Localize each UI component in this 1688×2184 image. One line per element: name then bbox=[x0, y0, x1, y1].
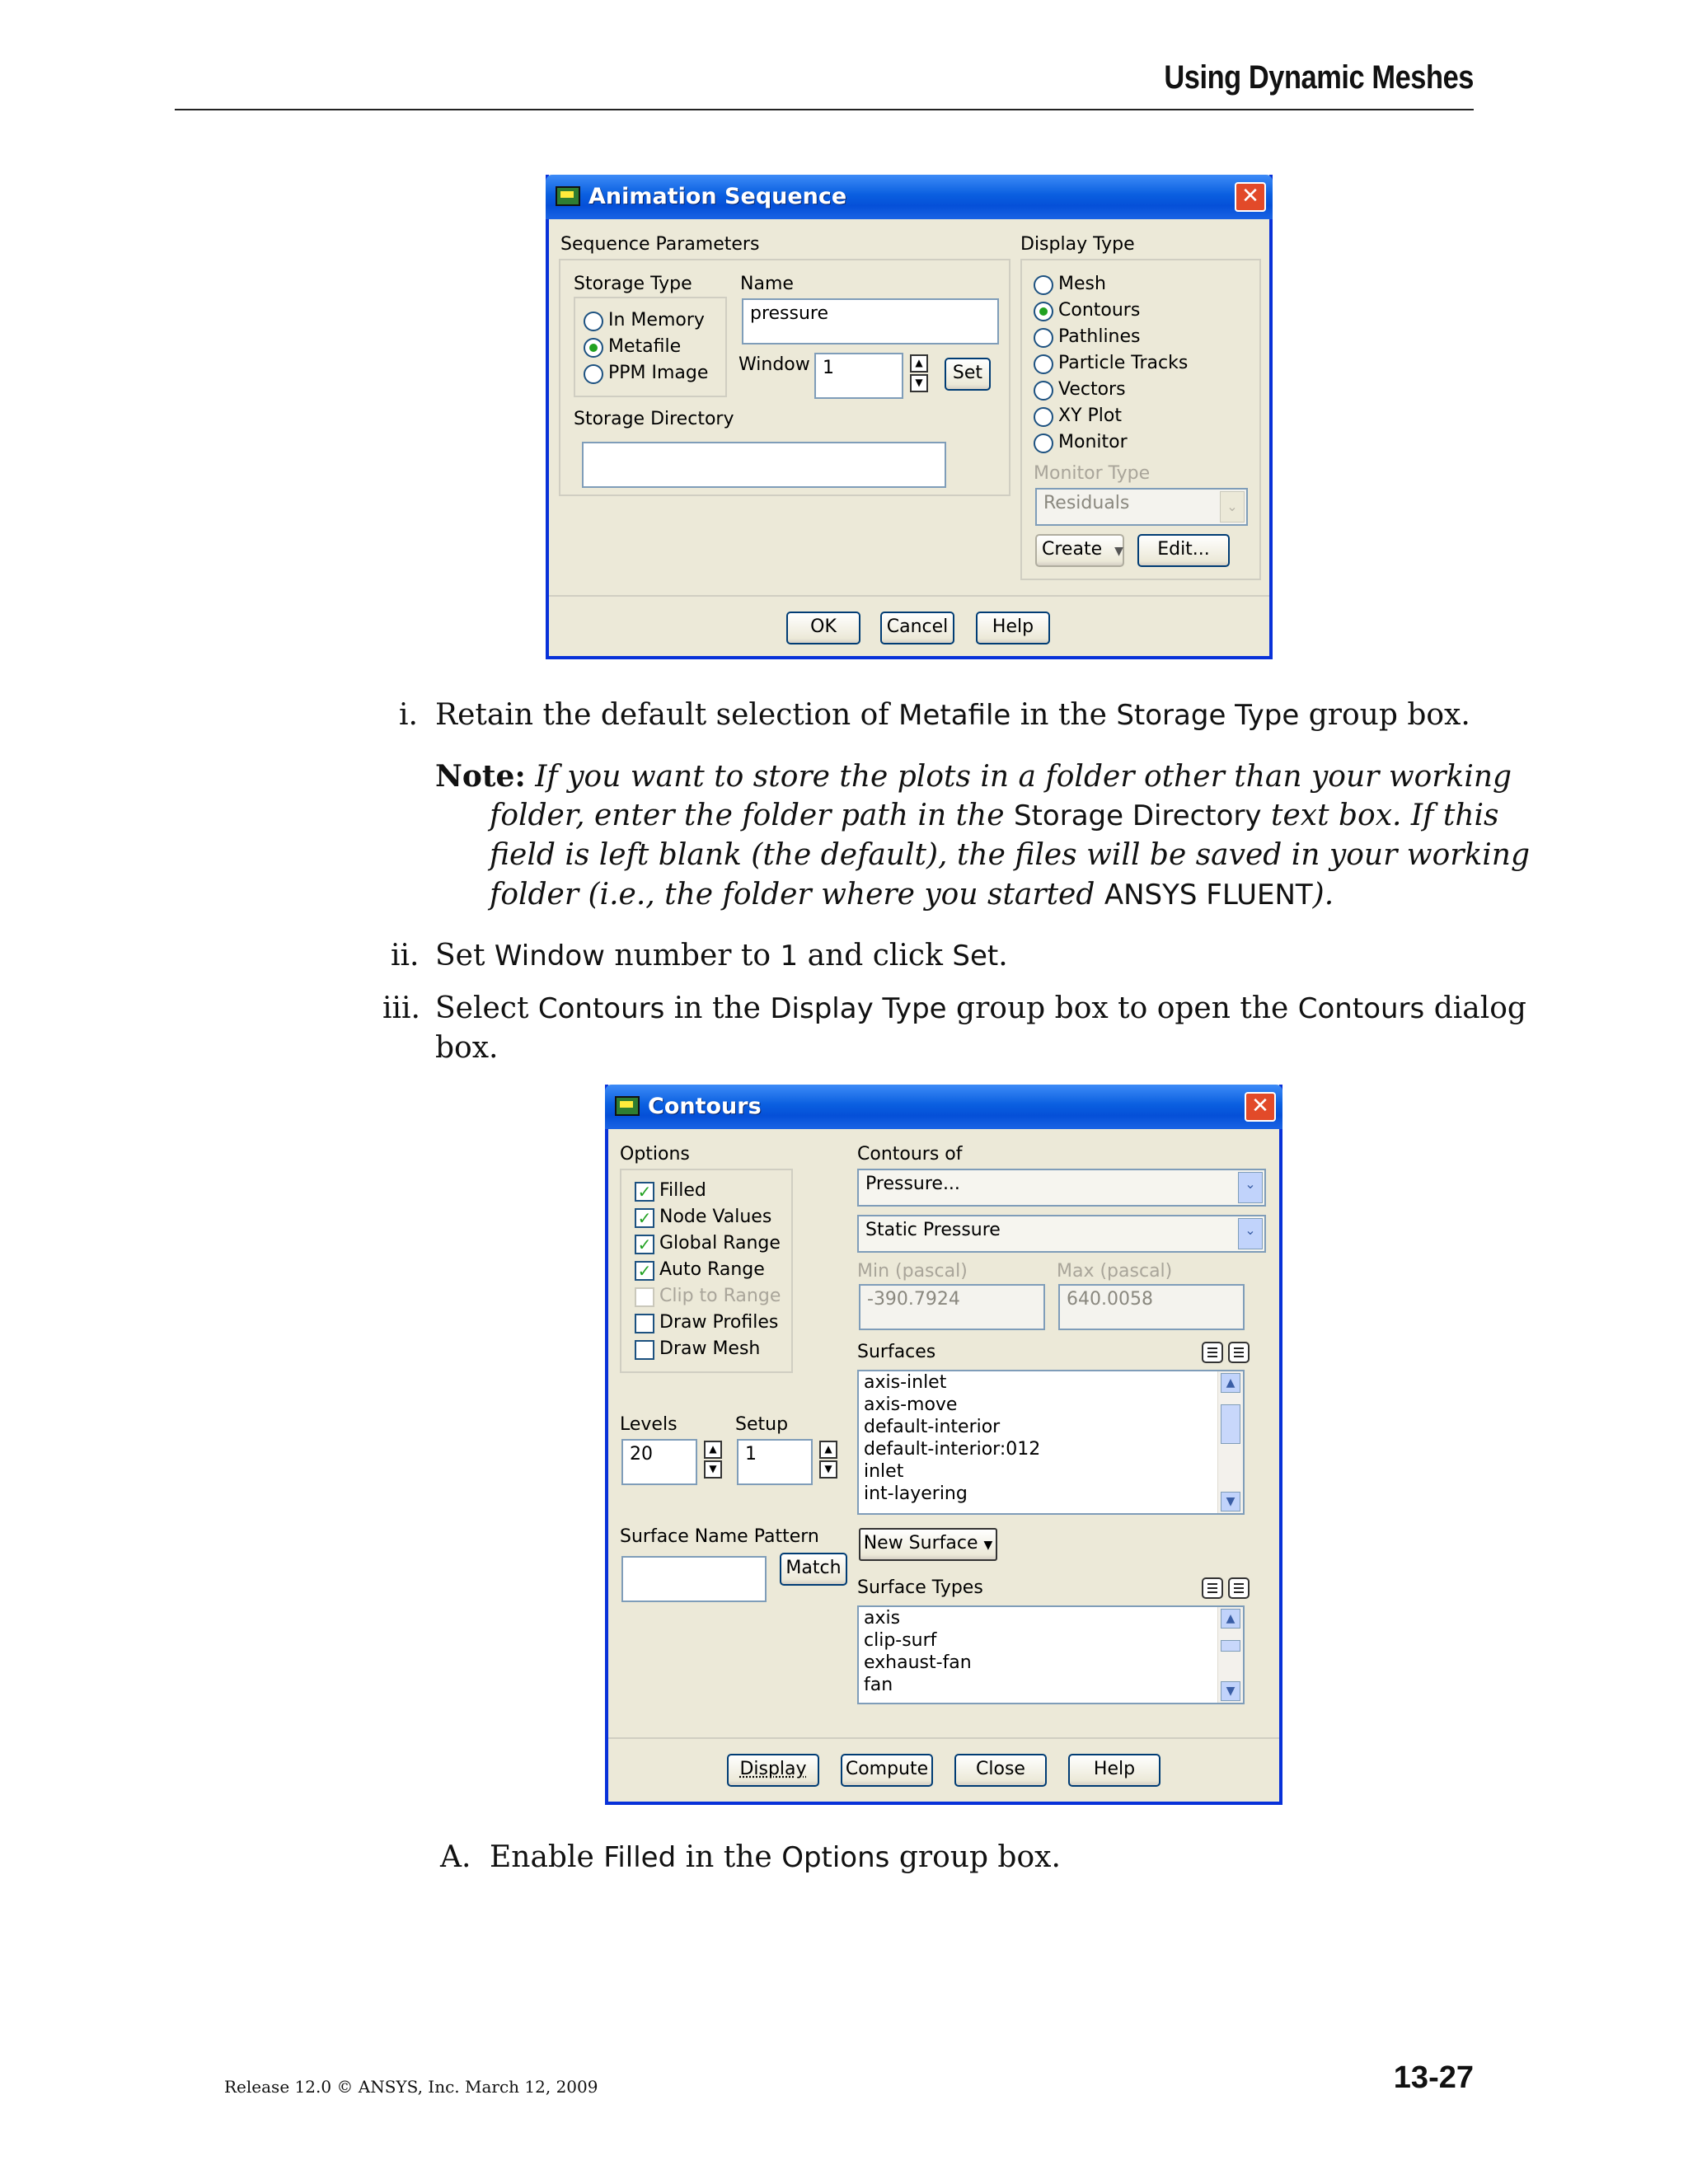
dropdown-arrow-icon: ▼ bbox=[1114, 545, 1123, 558]
step-i-marker: i. bbox=[399, 698, 418, 732]
contours-of-value: Pressure... bbox=[865, 1174, 960, 1194]
create-button[interactable] bbox=[1035, 534, 1124, 567]
step-iii-contours: Contours bbox=[537, 992, 665, 1025]
footer-release: Release 12.0 © ANSYS, Inc. March 12, 2009 bbox=[224, 2077, 598, 2097]
animation-sequence-dialog bbox=[546, 175, 1273, 659]
monitor-type-label: Monitor Type bbox=[1034, 463, 1151, 484]
setup-stepper[interactable] bbox=[819, 1441, 837, 1480]
cancel-button[interactable]: Cancel bbox=[880, 612, 954, 644]
surfaces-scrollbar[interactable] bbox=[1217, 1371, 1243, 1513]
step-a-filled: Filled bbox=[603, 1841, 677, 1874]
step-ii-text bbox=[435, 936, 1008, 976]
checkbox-auto-range[interactable]: ✓ bbox=[635, 1261, 654, 1281]
match-button[interactable]: Match bbox=[780, 1553, 847, 1586]
note-part: folder, enter the folder path in the bbox=[490, 799, 1005, 832]
list-item[interactable]: int-layering bbox=[864, 1483, 968, 1504]
new-surface-button[interactable] bbox=[859, 1528, 997, 1561]
step-ii-part: and click bbox=[807, 939, 943, 972]
button-row-separator bbox=[549, 595, 1269, 597]
radio-pathlines-label: Pathlines bbox=[1058, 326, 1141, 347]
setup-input[interactable]: 1 bbox=[737, 1439, 813, 1485]
scroll-thumb[interactable] bbox=[1221, 1404, 1240, 1444]
radio-vectors[interactable] bbox=[1034, 381, 1053, 401]
display-type-group bbox=[1020, 259, 1261, 580]
spin-up-icon[interactable]: ▲ bbox=[704, 1441, 722, 1459]
help-button[interactable]: Help bbox=[1068, 1754, 1160, 1787]
dialog-title: Contours bbox=[648, 1094, 762, 1119]
note-line-3: field is left blank (the default), the files will be saved in your working bbox=[490, 838, 1531, 872]
radio-mesh[interactable] bbox=[1034, 275, 1053, 295]
surface-types-scrollbar[interactable] bbox=[1217, 1607, 1243, 1703]
checkbox-filled-label: Filled bbox=[659, 1180, 706, 1201]
setup-label: Setup bbox=[735, 1414, 789, 1435]
create-button-label: Create bbox=[1042, 539, 1103, 560]
radio-vectors-label: Vectors bbox=[1058, 379, 1126, 400]
checkbox-node-values[interactable]: ✓ bbox=[635, 1208, 654, 1228]
step-iii-part: Select bbox=[435, 991, 529, 1025]
surface-name-pattern-input[interactable] bbox=[621, 1556, 767, 1602]
checkbox-clip-to-range bbox=[635, 1287, 654, 1307]
list-item[interactable]: default-interior:012 bbox=[864, 1439, 1041, 1460]
radio-pathlines[interactable] bbox=[1034, 328, 1053, 348]
scroll-down-icon[interactable]: ▼ bbox=[1221, 1681, 1240, 1701]
step-ii-window: Window bbox=[494, 940, 605, 972]
note-label: Note: bbox=[435, 759, 526, 794]
ok-button[interactable]: OK bbox=[786, 612, 860, 644]
window-stepper[interactable] bbox=[910, 354, 928, 394]
radio-particle-tracks[interactable] bbox=[1034, 354, 1053, 374]
deselect-all-icon[interactable] bbox=[1228, 1342, 1250, 1363]
radio-metafile[interactable] bbox=[584, 338, 603, 358]
window-label: Window bbox=[738, 354, 810, 375]
name-label: Name bbox=[740, 274, 794, 294]
spin-up-icon[interactable]: ▲ bbox=[819, 1441, 837, 1459]
step-ii-part: . bbox=[998, 939, 1008, 972]
radio-in-memory-label: In Memory bbox=[608, 310, 705, 330]
radio-monitor[interactable] bbox=[1034, 434, 1053, 453]
deselect-all-icon[interactable] bbox=[1228, 1577, 1250, 1599]
radio-xy-plot[interactable] bbox=[1034, 407, 1053, 427]
contours-of-select[interactable] bbox=[857, 1169, 1266, 1207]
new-surface-button-label: New Surface bbox=[863, 1533, 978, 1554]
display-type-label: Display Type bbox=[1020, 234, 1135, 255]
surfaces-label: Surfaces bbox=[857, 1342, 936, 1362]
step-ii-part: number to bbox=[614, 939, 771, 972]
step-a-text bbox=[490, 1838, 1061, 1877]
checkbox-filled[interactable]: ✓ bbox=[635, 1182, 654, 1202]
storage-directory-input[interactable] bbox=[582, 442, 946, 488]
chevron-down-icon[interactable]: ⌄ bbox=[1238, 1172, 1263, 1203]
radio-ppm-image[interactable] bbox=[584, 364, 603, 384]
step-i-text bbox=[435, 696, 1470, 735]
step-a-part: in the bbox=[685, 1840, 772, 1874]
radio-monitor-label: Monitor bbox=[1058, 432, 1128, 452]
radio-particle-tracks-label: Particle Tracks bbox=[1058, 353, 1189, 373]
step-i-storage-type: Storage Type bbox=[1116, 699, 1300, 732]
checkbox-auto-range-label: Auto Range bbox=[659, 1259, 765, 1280]
page-number: 13-27 bbox=[1393, 2060, 1474, 2095]
contours-sub-select[interactable] bbox=[857, 1215, 1266, 1253]
radio-contours-label: Contours bbox=[1058, 300, 1141, 321]
levels-input[interactable]: 20 bbox=[621, 1439, 697, 1485]
note-part: text box. If this bbox=[1271, 799, 1499, 832]
dialog-title: Animation Sequence bbox=[588, 184, 847, 209]
list-item[interactable]: clip-surf bbox=[864, 1630, 937, 1651]
set-button[interactable]: Set bbox=[945, 358, 991, 391]
min-label: Min (pascal) bbox=[857, 1261, 968, 1282]
surfaces-list[interactable] bbox=[857, 1370, 1245, 1515]
close-icon[interactable]: ✕ bbox=[1235, 182, 1266, 212]
step-ii-value: 1 bbox=[780, 940, 799, 972]
chevron-down-icon[interactable]: ⌄ bbox=[1238, 1218, 1263, 1249]
list-item[interactable]: fan bbox=[864, 1675, 893, 1695]
min-value-field: -390.7924 bbox=[859, 1284, 1045, 1330]
max-value-field: 640.0058 bbox=[1058, 1284, 1245, 1330]
step-a-marker: A. bbox=[440, 1840, 471, 1874]
note-part: folder (i.e., the folder where you started bbox=[490, 878, 1095, 912]
note-line-4 bbox=[490, 875, 1334, 915]
step-i-metafile: Metafile bbox=[898, 699, 1011, 732]
step-i-part: in the bbox=[1020, 698, 1107, 732]
note-ansys-fluent: ANSYS FLUENT bbox=[1104, 879, 1313, 912]
checkbox-draw-profiles[interactable] bbox=[635, 1314, 654, 1333]
scroll-up-icon[interactable]: ▲ bbox=[1221, 1609, 1240, 1629]
step-a-part: Enable bbox=[490, 1840, 594, 1874]
spin-down-icon[interactable]: ▼ bbox=[910, 374, 928, 392]
radio-xy-plot-label: XY Plot bbox=[1058, 405, 1122, 426]
select-all-icon[interactable] bbox=[1202, 1577, 1223, 1599]
spin-down-icon[interactable]: ▼ bbox=[704, 1460, 722, 1479]
step-iii-marker: iii. bbox=[382, 991, 420, 1025]
checkbox-draw-mesh[interactable] bbox=[635, 1340, 654, 1360]
checkbox-node-values-label: Node Values bbox=[659, 1207, 772, 1227]
name-input[interactable]: pressure bbox=[742, 298, 999, 344]
close-button[interactable]: Close bbox=[954, 1754, 1047, 1787]
chevron-down-icon: ⌄ bbox=[1220, 491, 1245, 523]
options-label: Options bbox=[620, 1144, 690, 1165]
button-row-separator bbox=[608, 1737, 1279, 1739]
radio-ppm-image-label: PPM Image bbox=[608, 363, 709, 383]
contours-dialog bbox=[605, 1085, 1282, 1805]
list-item[interactable]: axis-inlet bbox=[864, 1372, 947, 1393]
checkbox-global-range[interactable]: ✓ bbox=[635, 1235, 654, 1254]
running-header: Using Dynamic Meshes bbox=[1164, 59, 1474, 96]
checkbox-global-range-label: Global Range bbox=[659, 1233, 781, 1254]
contours-of-label: Contours of bbox=[857, 1144, 963, 1165]
levels-label: Levels bbox=[620, 1414, 678, 1435]
list-item[interactable]: axis-move bbox=[864, 1394, 958, 1415]
help-button[interactable]: Help bbox=[976, 612, 1050, 644]
step-iii-text bbox=[435, 989, 1526, 1029]
list-item[interactable]: inlet bbox=[864, 1461, 904, 1482]
step-iii-display-type: Display Type bbox=[770, 992, 947, 1025]
edit-button[interactable]: Edit... bbox=[1137, 534, 1230, 567]
dropdown-arrow-icon: ▼ bbox=[983, 1539, 993, 1552]
title-bar[interactable] bbox=[546, 175, 1273, 219]
window-input[interactable]: 1 bbox=[814, 353, 903, 399]
note-part: ). bbox=[1312, 878, 1334, 912]
checkbox-draw-mesh-label: Draw Mesh bbox=[659, 1338, 761, 1359]
app-icon bbox=[615, 1096, 640, 1116]
list-item[interactable]: default-interior bbox=[864, 1417, 1001, 1437]
step-iii-part: dialog bbox=[1433, 991, 1526, 1025]
step-a-part: group box. bbox=[898, 1840, 1061, 1874]
levels-stepper[interactable] bbox=[704, 1441, 722, 1480]
note-line-2 bbox=[490, 796, 1499, 836]
max-label: Max (pascal) bbox=[1057, 1261, 1173, 1282]
step-ii-marker: ii. bbox=[391, 939, 420, 972]
monitor-type-value: Residuals bbox=[1043, 493, 1130, 513]
select-all-icon[interactable] bbox=[1202, 1342, 1223, 1363]
header-rule bbox=[175, 109, 1474, 110]
step-a-options: Options bbox=[781, 1841, 890, 1874]
contours-sub-value: Static Pressure bbox=[865, 1220, 1001, 1240]
step-iii-contours-dialog: Contours bbox=[1297, 992, 1425, 1025]
step-ii-set: Set bbox=[952, 940, 999, 972]
surface-name-pattern-label: Surface Name Pattern bbox=[620, 1526, 819, 1547]
radio-mesh-label: Mesh bbox=[1058, 274, 1106, 294]
step-iii-part: group box to open the bbox=[956, 991, 1289, 1025]
display-button[interactable]: Display bbox=[727, 1754, 819, 1787]
list-item[interactable]: axis bbox=[864, 1608, 901, 1629]
scroll-down-icon[interactable]: ▼ bbox=[1221, 1492, 1240, 1511]
step-iii-text-line2: box. bbox=[435, 1031, 499, 1065]
note-storage-directory: Storage Directory bbox=[1014, 799, 1262, 832]
sequence-parameters-label: Sequence Parameters bbox=[560, 234, 760, 255]
surface-types-label: Surface Types bbox=[857, 1577, 983, 1598]
radio-contours[interactable] bbox=[1034, 302, 1053, 321]
list-item[interactable]: exhaust-fan bbox=[864, 1652, 972, 1673]
close-icon[interactable]: ✕ bbox=[1245, 1092, 1276, 1122]
spin-down-icon[interactable]: ▼ bbox=[819, 1460, 837, 1479]
step-iii-part: in the bbox=[673, 991, 761, 1025]
step-ii-part: Set bbox=[435, 939, 485, 972]
scroll-thumb[interactable] bbox=[1221, 1640, 1240, 1652]
radio-in-memory[interactable] bbox=[584, 312, 603, 331]
spin-up-icon[interactable]: ▲ bbox=[910, 354, 928, 373]
storage-directory-label: Storage Directory bbox=[574, 409, 734, 429]
radio-metafile-label: Metafile bbox=[608, 336, 682, 357]
compute-button[interactable]: Compute bbox=[841, 1754, 933, 1787]
app-icon bbox=[556, 186, 580, 206]
step-i-part: Retain the default selection of bbox=[435, 698, 889, 732]
storage-type-label: Storage Type bbox=[574, 274, 692, 294]
step-i-part: group box. bbox=[1308, 698, 1470, 732]
surface-types-list[interactable] bbox=[857, 1605, 1245, 1704]
note-line-1 bbox=[435, 757, 1512, 797]
checkbox-draw-profiles-label: Draw Profiles bbox=[659, 1312, 779, 1333]
title-bar[interactable] bbox=[605, 1085, 1282, 1129]
scroll-up-icon[interactable]: ▲ bbox=[1221, 1373, 1240, 1393]
checkbox-clip-to-range-label: Clip to Range bbox=[659, 1286, 781, 1306]
note-text: If you want to store the plots in a folder other than your working bbox=[535, 760, 1512, 794]
monitor-type-select bbox=[1035, 488, 1248, 526]
